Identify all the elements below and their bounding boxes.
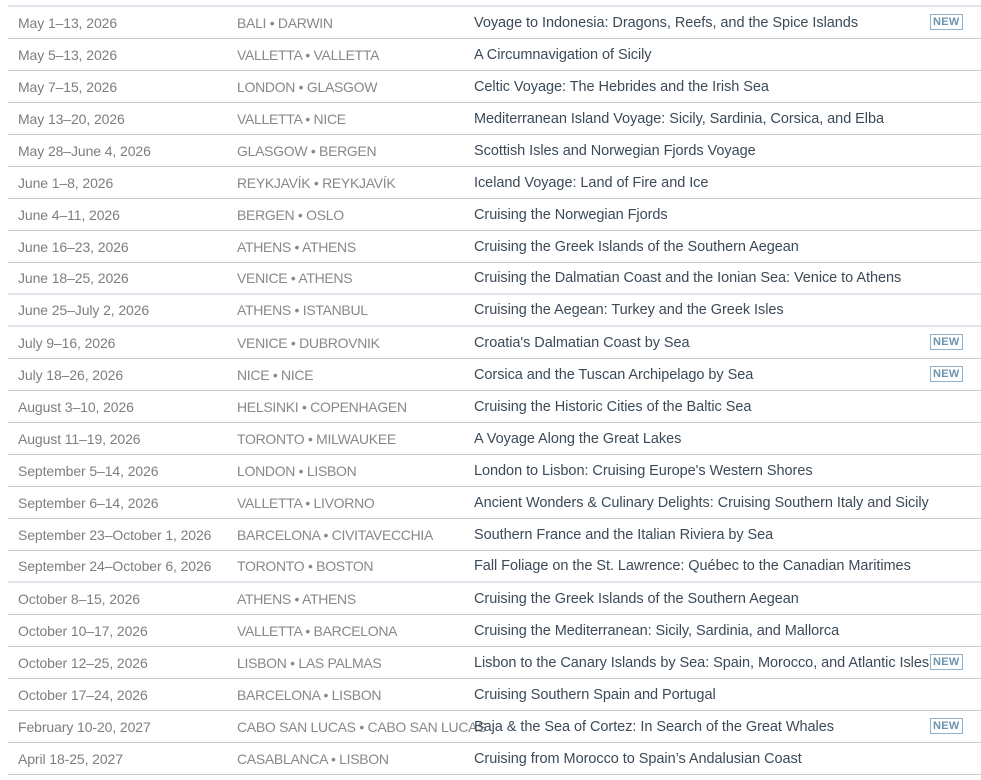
voyage-dates: May 1–13, 2026: [18, 14, 118, 31]
voyage-title-link[interactable]: Fall Foliage on the St. Lawrence: Québec to the Canadian Maritimes: [474, 558, 911, 574]
voyage-ports: BALI • DARWIN: [237, 14, 333, 31]
voyage-ports: HELSINKI • COPENHAGEN: [237, 398, 407, 415]
voyage-row[interactable]: [8, 423, 981, 455]
voyage-ports: ATHENS • ATHENS: [237, 590, 356, 607]
voyage-ports: LONDON • LISBON: [237, 462, 357, 479]
new-badge: NEW: [930, 14, 963, 30]
voyage-dates: September 24–October 6, 2026: [18, 558, 212, 574]
voyage-dates: August 11–19, 2026: [18, 430, 141, 447]
voyage-row[interactable]: [8, 711, 981, 743]
voyage-title-link[interactable]: Cruising the Mediterranean: Sicily, Sardinia, and Mallorca: [474, 622, 840, 639]
voyage-row[interactable]: [8, 167, 981, 199]
voyage-row[interactable]: [8, 71, 981, 103]
voyage-title-link[interactable]: Cruising Southern Spain and Portugal: [474, 686, 716, 703]
voyage-title-link[interactable]: Baja & the Sea of Cortez: In Search of the Great Whales: [474, 718, 834, 735]
voyage-title-link[interactable]: Celtic Voyage: The Hebrides and the Irish Sea: [474, 78, 769, 95]
voyage-title-link[interactable]: Cruising from Morocco to Spain’s Andalusian Coast: [474, 750, 802, 767]
voyage-ports: VALLETTA • VALLETTA: [237, 46, 380, 63]
voyage-ports: ATHENS • ATHENS: [237, 238, 356, 255]
voyage-title-link[interactable]: Southern France and the Italian Riviera by Sea: [474, 526, 774, 543]
voyage-dates: September 6–14, 2026: [18, 494, 159, 511]
voyage-title-link[interactable]: Lisbon to the Canary Islands by Sea: Spain, Morocco, and Atlantic Isles: [474, 654, 930, 671]
voyage-dates: February 10-20, 2027: [18, 718, 151, 735]
voyage-ports: VALLETTA • NICE: [237, 110, 346, 127]
voyage-dates: July 18–26, 2026: [18, 366, 124, 383]
voyage-dates: July 9–16, 2026: [18, 334, 116, 351]
voyage-ports: BARCELONA • LISBON: [237, 686, 382, 703]
voyage-title-link[interactable]: Voyage to Indonesia: Dragons, Reefs, and the Spice Islands: [474, 14, 859, 31]
voyage-dates: August 3–10, 2026: [18, 398, 134, 415]
voyage-ports: LISBON • LAS PALMAS: [237, 654, 382, 671]
voyage-title-link[interactable]: A Circumnavigation of Sicily: [474, 46, 652, 63]
voyage-ports: TORONTO • MILWAUKEE: [237, 430, 396, 447]
voyage-ports: NICE • NICE: [237, 366, 314, 383]
voyage-row[interactable]: [8, 327, 981, 359]
voyage-row[interactable]: [8, 743, 981, 775]
voyage-title-link[interactable]: A Voyage Along the Great Lakes: [474, 430, 682, 447]
new-badge: NEW: [930, 366, 963, 382]
voyage-title-link[interactable]: Cruising the Historic Cities of the Baltic Sea: [474, 398, 752, 415]
voyage-dates: June 18–25, 2026: [18, 270, 129, 286]
voyage-dates: October 12–25, 2026: [18, 654, 148, 671]
voyage-dates: October 17–24, 2026: [18, 686, 148, 703]
voyage-row[interactable]: [8, 487, 981, 519]
voyage-ports: BERGEN • OSLO: [237, 206, 344, 223]
voyage-dates: September 5–14, 2026: [18, 462, 159, 479]
voyage-title-link[interactable]: Corsica and the Tuscan Archipelago by Sea: [474, 366, 754, 383]
voyage-row[interactable]: [8, 583, 981, 615]
voyage-ports: ATHENS • ISTANBUL: [237, 302, 368, 318]
new-badge: NEW: [930, 654, 963, 670]
voyage-title-link[interactable]: Iceland Voyage: Land of Fire and Ice: [474, 174, 709, 191]
voyage-title-link[interactable]: London to Lisbon: Cruising Europe's Western Shores: [474, 462, 813, 479]
voyage-row[interactable]: [8, 7, 981, 39]
voyage-row[interactable]: [8, 455, 981, 487]
voyage-dates: May 28–June 4, 2026: [18, 142, 151, 159]
voyage-ports: VENICE • ATHENS: [237, 270, 353, 286]
voyage-row[interactable]: [8, 39, 981, 71]
voyage-title-link[interactable]: Cruising the Norwegian Fjords: [474, 206, 668, 223]
voyage-row[interactable]: [8, 615, 981, 647]
voyage-row[interactable]: [8, 519, 981, 551]
voyage-row[interactable]: [8, 263, 981, 295]
voyage-title-link[interactable]: Cruising the Dalmatian Coast and the Ionian Sea: Venice to Athens: [474, 270, 902, 286]
voyage-dates: April 18-25, 2027: [18, 750, 123, 767]
voyage-row[interactable]: [8, 231, 981, 263]
voyage-ports: TORONTO • BOSTON: [237, 558, 374, 574]
voyage-row[interactable]: [8, 391, 981, 423]
voyage-ports: CABO SAN LUCAS • CABO SAN LUCAS: [237, 718, 487, 735]
voyage-dates: May 5–13, 2026: [18, 46, 118, 63]
voyage-title-link[interactable]: Croatia's Dalmatian Coast by Sea: [474, 334, 690, 351]
voyage-ports: VALLETTA • LIVORNO: [237, 494, 375, 511]
voyage-row[interactable]: [8, 647, 981, 679]
new-badge: NEW: [930, 718, 963, 734]
voyage-title-link[interactable]: Mediterranean Island Voyage: Sicily, Sardinia, Corsica, and Elba: [474, 110, 885, 127]
voyage-ports: LONDON • GLASGOW: [237, 78, 378, 95]
voyage-row[interactable]: [8, 103, 981, 135]
voyage-dates: June 25–July 2, 2026: [18, 302, 150, 318]
voyage-title-link[interactable]: Cruising the Greek Islands of the Southern Aegean: [474, 590, 799, 607]
voyage-dates: May 13–20, 2026: [18, 110, 125, 127]
voyage-dates: June 4–11, 2026: [18, 206, 120, 223]
voyage-row[interactable]: [8, 295, 981, 327]
voyage-row[interactable]: [8, 679, 981, 711]
voyage-ports: VENICE • DUBROVNIK: [237, 334, 380, 351]
new-badge: NEW: [930, 334, 963, 350]
voyage-schedule-table: [8, 5, 981, 775]
voyage-title-link[interactable]: Cruising the Aegean: Turkey and the Greek Isles: [474, 302, 784, 318]
voyage-row[interactable]: [8, 359, 981, 391]
voyage-ports: CASABLANCA • LISBON: [237, 750, 389, 767]
voyage-ports: GLASGOW • BERGEN: [237, 142, 377, 159]
voyage-dates: June 1–8, 2026: [18, 174, 114, 191]
voyage-dates: October 10–17, 2026: [18, 622, 148, 639]
voyage-title-link[interactable]: Scottish Isles and Norwegian Fjords Voyage: [474, 142, 756, 159]
voyage-row[interactable]: [8, 199, 981, 231]
voyage-dates: May 7–15, 2026: [18, 78, 118, 95]
voyage-title-link[interactable]: Cruising the Greek Islands of the Southern Aegean: [474, 238, 799, 255]
voyage-dates: September 23–October 1, 2026: [18, 526, 212, 543]
voyage-row[interactable]: [8, 135, 981, 167]
voyage-ports: BARCELONA • CIVITAVECCHIA: [237, 526, 434, 543]
voyage-title-link[interactable]: Ancient Wonders & Culinary Delights: Cruising Southern Italy and Sicily: [474, 494, 929, 511]
voyage-dates: June 16–23, 2026: [18, 238, 129, 255]
voyage-dates: October 8–15, 2026: [18, 590, 140, 607]
voyage-ports: VALLETTA • BARCELONA: [237, 622, 398, 639]
voyage-row[interactable]: [8, 551, 981, 583]
voyage-ports: REYKJAVÍK • REYKJAVÍK: [237, 174, 396, 191]
